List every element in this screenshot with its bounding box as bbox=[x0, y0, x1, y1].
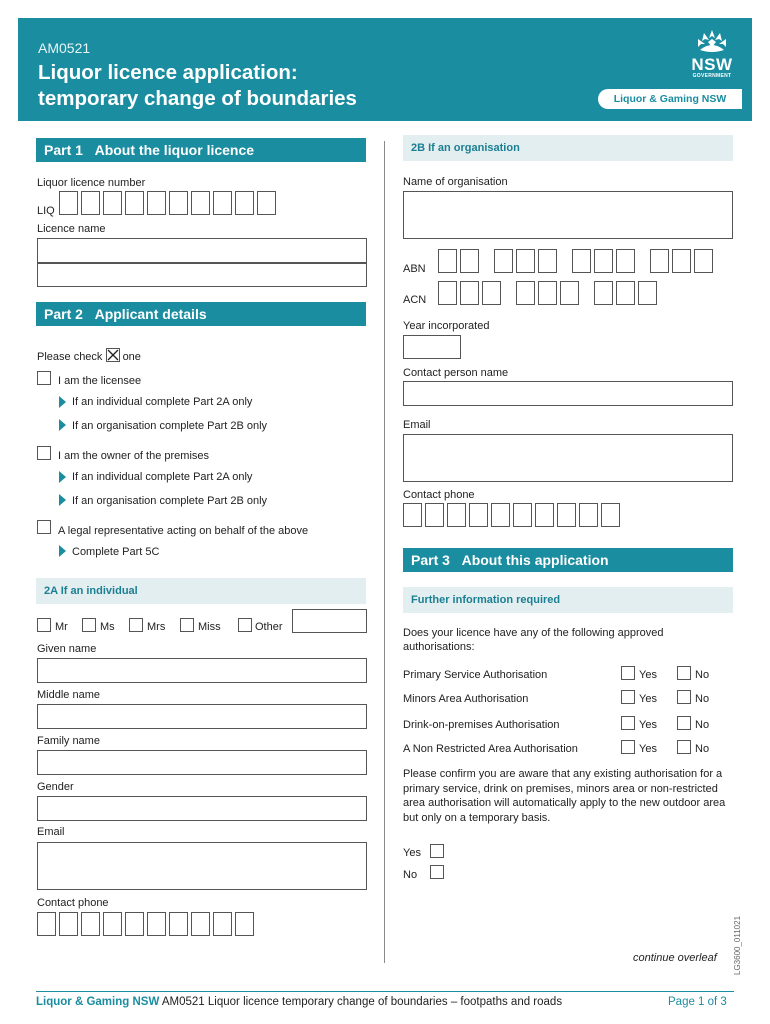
title-miss-label: Miss bbox=[198, 621, 221, 633]
title-mrs-label: Mrs bbox=[147, 621, 166, 633]
acn-digit-box[interactable] bbox=[438, 281, 457, 305]
org-email-input[interactable] bbox=[403, 434, 733, 482]
abn-label: ABN bbox=[403, 263, 426, 275]
arrow-icon bbox=[59, 494, 66, 506]
licensee-individual-note: If an individual complete Part 2A only bbox=[72, 396, 253, 408]
acn-digit-box[interactable] bbox=[594, 281, 613, 305]
auth-label-nonrestricted: A Non Restricted Area Authorisation bbox=[403, 743, 578, 755]
contact-person-input[interactable] bbox=[403, 381, 733, 406]
abn-digit-box[interactable] bbox=[694, 249, 713, 273]
part2-number: Part 2 bbox=[44, 306, 83, 322]
auth-minors-no-label: No bbox=[695, 693, 710, 705]
abn-digit-box[interactable] bbox=[572, 249, 591, 273]
auth-primary-no-label: No bbox=[695, 669, 710, 681]
gender-label: Gender bbox=[37, 781, 74, 793]
auth-minors-yes-label: Yes bbox=[639, 693, 657, 705]
acn-digit-box[interactable] bbox=[638, 281, 657, 305]
title-ms-label: Ms bbox=[100, 621, 115, 633]
footer-text: AM0521 Liquor licence temporary change of boundaries – footpaths and roads bbox=[159, 996, 563, 1008]
part1-number: Part 1 bbox=[44, 142, 83, 158]
contact-phone-digit-box[interactable] bbox=[213, 912, 232, 936]
arrow-icon bbox=[59, 419, 66, 431]
part2a-header: 2A If an individual bbox=[36, 578, 366, 604]
contact-phone-digit-box[interactable] bbox=[125, 912, 144, 936]
family-name-label: Family name bbox=[37, 735, 100, 747]
abn-digit-box[interactable] bbox=[460, 249, 479, 273]
org-phone-digit-box[interactable] bbox=[513, 503, 532, 527]
agency-badge: Liquor & Gaming NSW bbox=[598, 89, 742, 109]
contact-phone-digit-box[interactable] bbox=[103, 912, 122, 936]
abn-digit-box[interactable] bbox=[672, 249, 691, 273]
contact-person-label: Contact person name bbox=[403, 367, 509, 379]
part2-title: Applicant details bbox=[94, 306, 207, 322]
licence-name-label: Licence name bbox=[37, 223, 106, 235]
legal-rep-label: A legal representative acting on behalf of the above bbox=[58, 525, 309, 537]
part3-title: About this application bbox=[461, 552, 609, 568]
middle-name-label: Middle name bbox=[37, 689, 100, 701]
licence-number-digit-box[interactable] bbox=[81, 191, 100, 215]
title-ms-checkbox[interactable] bbox=[82, 618, 96, 632]
continue-overleaf: continue overleaf bbox=[633, 952, 717, 964]
org-phone-digit-box[interactable] bbox=[579, 503, 598, 527]
title-miss-checkbox[interactable] bbox=[180, 618, 194, 632]
owner-label: I am the owner of the premises bbox=[58, 450, 210, 462]
arrow-icon bbox=[59, 471, 66, 483]
waratah-icon bbox=[688, 28, 736, 54]
auth-label-minors: Minors Area Authorisation bbox=[403, 693, 529, 705]
page-number: Page 1 of 3 bbox=[668, 996, 727, 1008]
title-mr-label: Mr bbox=[55, 621, 68, 633]
org-phone-digit-box[interactable] bbox=[447, 503, 466, 527]
title-mr-checkbox[interactable] bbox=[37, 618, 51, 632]
complete-5c-note: Complete Part 5C bbox=[72, 546, 160, 558]
please-check-text: Please check bbox=[37, 351, 103, 363]
logo-sub: GOVERNMENT bbox=[692, 73, 732, 79]
licence-number-label: Liquor licence number bbox=[37, 177, 146, 189]
contact-phone-digit-box[interactable] bbox=[59, 912, 78, 936]
document-reference: LG3600_011021 bbox=[733, 915, 742, 975]
auth-drink-no-label: No bbox=[695, 719, 710, 731]
auth-nonrestricted-yes-label: Yes bbox=[639, 743, 657, 755]
nsw-government-logo bbox=[684, 28, 740, 79]
part1-title: About the liquor licence bbox=[94, 142, 255, 158]
page-title bbox=[38, 60, 357, 112]
title-other-label: Other bbox=[255, 621, 283, 633]
contact-phone-digit-box[interactable] bbox=[169, 912, 188, 936]
please-check-label bbox=[37, 348, 141, 363]
owner-checkbox[interactable] bbox=[37, 446, 51, 460]
one-text: one bbox=[122, 351, 141, 363]
auth-nonrestricted-no-checkbox[interactable] bbox=[677, 740, 691, 754]
org-name-label: Name of organisation bbox=[403, 176, 508, 188]
org-email-label: Email bbox=[403, 419, 431, 431]
owner-individual-note: If an individual complete Part 2A only bbox=[72, 471, 253, 483]
licence-name-input-2[interactable] bbox=[37, 263, 367, 287]
licence-number-digit-box[interactable] bbox=[147, 191, 166, 215]
licence-number-digit-box[interactable] bbox=[125, 191, 144, 215]
part3-header bbox=[403, 548, 733, 572]
gender-input[interactable] bbox=[37, 796, 367, 821]
acn-digit-box[interactable] bbox=[516, 281, 535, 305]
legal-rep-checkbox[interactable] bbox=[37, 520, 51, 534]
auth-minors-no-checkbox[interactable] bbox=[677, 690, 691, 704]
title-mrs-checkbox[interactable] bbox=[129, 618, 143, 632]
title-line-1: Liquor licence application: bbox=[38, 61, 298, 84]
footer bbox=[36, 996, 562, 1008]
confirm-yes-checkbox[interactable] bbox=[430, 844, 444, 858]
title-other-input[interactable] bbox=[292, 609, 367, 633]
contact-phone-digit-box[interactable] bbox=[235, 912, 254, 936]
auth-label-drink: Drink-on-premises Authorisation bbox=[403, 719, 560, 731]
logo-word: NSW bbox=[691, 55, 733, 74]
org-phone-digit-box[interactable] bbox=[535, 503, 554, 527]
contact-phone-digit-box[interactable] bbox=[191, 912, 210, 936]
auth-drink-yes-label: Yes bbox=[639, 719, 657, 731]
abn-digit-box[interactable] bbox=[616, 249, 635, 273]
auth-label-primary: Primary Service Authorisation bbox=[403, 669, 548, 681]
abn-digit-box[interactable] bbox=[438, 249, 457, 273]
contact-phone-digit-box[interactable] bbox=[81, 912, 100, 936]
title-line-2: temporary change of boundaries bbox=[38, 87, 357, 110]
email-input[interactable] bbox=[37, 842, 367, 890]
year-label: Year incorporated bbox=[403, 320, 490, 332]
confirm-no-checkbox[interactable] bbox=[430, 865, 444, 879]
org-phone-digit-box[interactable] bbox=[403, 503, 422, 527]
email-label: Email bbox=[37, 826, 65, 838]
confirm-yes-label: Yes bbox=[403, 847, 421, 859]
licence-number-digit-box[interactable] bbox=[191, 191, 210, 215]
abn-digit-box[interactable] bbox=[594, 249, 613, 273]
org-phone-digit-box[interactable] bbox=[557, 503, 576, 527]
confirm-statement: Please confirm you are aware that any existing authorisation for a primary service, drink on premises, minors area or non-restricted area authorisation will automatically apply to the new outdoor area but only on a temporary basis. bbox=[403, 768, 726, 824]
abn-digit-box[interactable] bbox=[516, 249, 535, 273]
acn-digit-box[interactable] bbox=[460, 281, 479, 305]
licence-number-digit-box[interactable] bbox=[169, 191, 188, 215]
abn-digit-box[interactable] bbox=[650, 249, 669, 273]
footer-rule bbox=[36, 991, 734, 992]
licensee-organisation-note: If an organisation complete Part 2B only bbox=[72, 420, 268, 432]
column-divider bbox=[384, 141, 385, 963]
licence-number-digit-box[interactable] bbox=[257, 191, 276, 215]
auth-nonrestricted-yes-checkbox[interactable] bbox=[621, 740, 635, 754]
auth-primary-yes-checkbox[interactable] bbox=[621, 666, 635, 680]
contact-phone-digit-box[interactable] bbox=[147, 912, 166, 936]
auth-minors-yes-checkbox[interactable] bbox=[621, 690, 635, 704]
part3-number: Part 3 bbox=[411, 552, 450, 568]
footer-agency: Liquor & Gaming NSW bbox=[36, 996, 160, 1008]
auth-primary-yes-label: Yes bbox=[639, 669, 657, 681]
auth-primary-no-checkbox[interactable] bbox=[677, 666, 691, 680]
auth-drink-yes-checkbox[interactable] bbox=[621, 716, 635, 730]
part2-header bbox=[36, 302, 366, 326]
licence-name-input-1[interactable] bbox=[37, 238, 367, 263]
auth-drink-no-checkbox[interactable] bbox=[677, 716, 691, 730]
org-phone-digit-box[interactable] bbox=[601, 503, 620, 527]
licensee-checkbox[interactable] bbox=[37, 371, 51, 385]
org-phone-digit-box[interactable] bbox=[469, 503, 488, 527]
abn-digit-box[interactable] bbox=[538, 249, 557, 273]
given-name-input[interactable] bbox=[37, 658, 367, 683]
middle-name-input[interactable] bbox=[37, 704, 367, 729]
confirm-no-label: No bbox=[403, 869, 418, 881]
title-other-checkbox[interactable] bbox=[238, 618, 252, 632]
arrow-icon bbox=[59, 545, 66, 557]
acn-digit-box[interactable] bbox=[538, 281, 557, 305]
part2b-header: 2B If an organisation bbox=[403, 135, 733, 161]
further-info-header: Further information required bbox=[403, 587, 733, 613]
acn-label: ACN bbox=[403, 294, 427, 306]
contact-phone-digit-box[interactable] bbox=[37, 912, 56, 936]
liq-prefix: LIQ bbox=[37, 205, 55, 217]
arrow-icon bbox=[59, 396, 66, 408]
family-name-input[interactable] bbox=[37, 750, 367, 775]
org-phone-digit-box[interactable] bbox=[425, 503, 444, 527]
licence-number-digit-box[interactable] bbox=[59, 191, 78, 215]
licence-number-digit-box[interactable] bbox=[213, 191, 232, 215]
acn-digit-box[interactable] bbox=[560, 281, 579, 305]
org-phone-label: Contact phone bbox=[403, 489, 475, 501]
year-input[interactable] bbox=[403, 335, 461, 359]
org-phone-digit-box[interactable] bbox=[491, 503, 510, 527]
contact-phone-label: Contact phone bbox=[37, 897, 109, 909]
acn-digit-box[interactable] bbox=[482, 281, 501, 305]
auth-nonrestricted-no-label: No bbox=[695, 743, 710, 755]
owner-organisation-note: If an organisation complete Part 2B only bbox=[72, 495, 268, 507]
licence-number-digit-box[interactable] bbox=[103, 191, 122, 215]
licence-number-digit-box[interactable] bbox=[235, 191, 254, 215]
authorisation-question: Does your licence have any of the following approved authorisations: bbox=[403, 627, 664, 653]
acn-digit-box[interactable] bbox=[616, 281, 635, 305]
checked-example-icon bbox=[106, 348, 120, 362]
org-name-input[interactable] bbox=[403, 191, 733, 239]
form-code: AM0521 bbox=[38, 40, 91, 56]
given-name-label: Given name bbox=[37, 643, 97, 655]
part1-header bbox=[36, 138, 366, 162]
licensee-label: I am the licensee bbox=[58, 375, 142, 387]
abn-digit-box[interactable] bbox=[494, 249, 513, 273]
